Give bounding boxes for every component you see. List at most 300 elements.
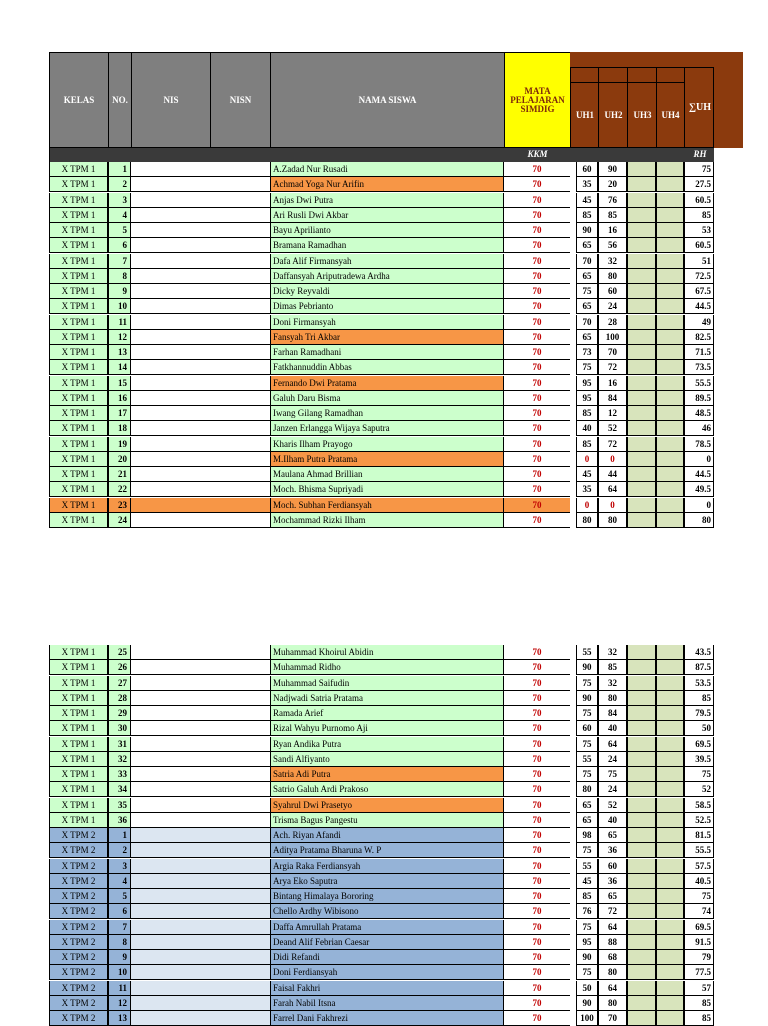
cell-uh3 xyxy=(627,965,656,980)
cell-nis xyxy=(131,193,209,208)
cell-kelas: X TPM 1 xyxy=(49,238,108,253)
cell-nisn xyxy=(209,452,270,467)
cell-nama: Galuh Daru Bisma xyxy=(270,391,504,406)
cell-uh3 xyxy=(627,391,656,406)
cell-rh: 55.5 xyxy=(684,376,714,391)
cell-no: 23 xyxy=(108,498,131,513)
cell-uh4 xyxy=(656,691,684,706)
cell-uh3 xyxy=(627,177,656,192)
cell-kkm: 70 xyxy=(504,467,570,482)
cell-uh1: 45 xyxy=(576,467,598,482)
cell-uh2: 20 xyxy=(598,177,627,192)
cell-no: 5 xyxy=(108,889,131,904)
cell-uh2: 85 xyxy=(598,208,627,223)
header-divider-4 xyxy=(684,67,685,148)
cell-no: 9 xyxy=(108,950,131,965)
cell-no: 19 xyxy=(108,437,131,452)
cell-nama: Mochammad Rizki Ilham xyxy=(270,513,504,528)
cell-uh2: 36 xyxy=(598,874,627,889)
cell-no: 25 xyxy=(108,645,131,660)
cell-uh1: 90 xyxy=(576,691,598,706)
cell-uh1: 85 xyxy=(576,437,598,452)
cell-rh: 78.5 xyxy=(684,437,714,452)
cell-rh: 85 xyxy=(684,208,714,223)
cell-kkm: 70 xyxy=(504,421,570,436)
cell-nisn xyxy=(209,482,270,497)
cell-uh3 xyxy=(627,920,656,935)
cell-nama: Fernando Dwi Pratama xyxy=(270,376,504,391)
cell-uh2: 16 xyxy=(598,376,627,391)
cell-uh4 xyxy=(656,193,684,208)
cell-kelas: X TPM 1 xyxy=(49,752,108,767)
header-mata-line3: SIMDIG xyxy=(520,103,555,114)
cell-kkm: 70 xyxy=(504,452,570,467)
cell-kkm: 70 xyxy=(504,498,570,513)
cell-nis xyxy=(131,299,209,314)
cell-rh: 51 xyxy=(684,254,714,269)
cell-kelas: X TPM 1 xyxy=(49,376,108,391)
cell-kelas: X TPM 1 xyxy=(49,421,108,436)
cell-kkm: 70 xyxy=(504,859,570,874)
header-uh1: UH1 xyxy=(576,110,594,120)
cell-uh3 xyxy=(627,284,656,299)
table-row xyxy=(49,859,714,874)
cell-rh: 49 xyxy=(684,315,714,330)
cell-kelas: X TPM 1 xyxy=(49,315,108,330)
cell-kelas: X TPM 1 xyxy=(49,467,108,482)
cell-nama: Nadjwadi Satria Pratama xyxy=(270,691,504,706)
table-row xyxy=(49,360,714,375)
cell-uh1: 73 xyxy=(576,345,598,360)
cell-nisn xyxy=(209,437,270,452)
cell-uh4 xyxy=(656,498,684,513)
cell-rh: 50 xyxy=(684,721,714,736)
table-row xyxy=(49,269,714,284)
cell-uh1: 95 xyxy=(576,391,598,406)
cell-rh: 52.5 xyxy=(684,813,714,828)
cell-no: 33 xyxy=(108,767,131,782)
cell-rh: 53.5 xyxy=(684,676,714,691)
cell-nis xyxy=(131,874,209,889)
cell-uh2: 72 xyxy=(598,360,627,375)
cell-kkm: 70 xyxy=(504,391,570,406)
cell-rh: 52 xyxy=(684,782,714,797)
cell-kelas: X TPM 1 xyxy=(49,299,108,314)
cell-uh1: 65 xyxy=(576,330,598,345)
cell-uh2: 60 xyxy=(598,284,627,299)
cell-uh2: 40 xyxy=(598,721,627,736)
cell-uh1: 0 xyxy=(576,498,598,513)
cell-kkm: 70 xyxy=(504,965,570,980)
cell-kelas: X TPM 1 xyxy=(49,223,108,238)
cell-nis xyxy=(131,177,209,192)
cell-no: 11 xyxy=(108,315,131,330)
cell-kkm: 70 xyxy=(504,299,570,314)
cell-uh2: 70 xyxy=(598,1011,627,1026)
cell-uh2: 80 xyxy=(598,269,627,284)
cell-uh1: 90 xyxy=(576,660,598,675)
cell-kkm: 70 xyxy=(504,828,570,843)
cell-no: 32 xyxy=(108,752,131,767)
cell-uh2: 36 xyxy=(598,843,627,858)
cell-uh1: 76 xyxy=(576,904,598,919)
cell-no: 20 xyxy=(108,452,131,467)
cell-nama: Janzen Erlangga Wijaya Saputra xyxy=(270,421,504,436)
cell-uh4 xyxy=(656,950,684,965)
cell-uh3 xyxy=(627,513,656,528)
cell-uh4 xyxy=(656,752,684,767)
cell-nis xyxy=(131,950,209,965)
cell-uh1: 35 xyxy=(576,482,598,497)
cell-no: 21 xyxy=(108,467,131,482)
cell-kelas: X TPM 1 xyxy=(49,162,108,177)
cell-kkm: 70 xyxy=(504,284,570,299)
header-kelas-label: KELAS xyxy=(63,95,95,105)
cell-uh4 xyxy=(656,437,684,452)
cell-uh3 xyxy=(627,889,656,904)
cell-nis xyxy=(131,360,209,375)
cell-kelas: X TPM 1 xyxy=(49,676,108,691)
cell-no: 11 xyxy=(108,981,131,996)
cell-kelas: X TPM 1 xyxy=(49,437,108,452)
cell-nama: Farah Nabil Itsna xyxy=(270,996,504,1011)
cell-uh3 xyxy=(627,676,656,691)
cell-kelas: X TPM 1 xyxy=(49,193,108,208)
cell-nama: Bintang Himalaya Bororing xyxy=(270,889,504,904)
table-row xyxy=(49,737,714,752)
cell-uh3 xyxy=(627,843,656,858)
cell-nama: Rizal Wahyu Purnomo Aji xyxy=(270,721,504,736)
cell-nisn xyxy=(209,706,270,721)
cell-kelas: X TPM 1 xyxy=(49,706,108,721)
cell-uh4 xyxy=(656,737,684,752)
cell-uh1: 65 xyxy=(576,238,598,253)
cell-nama: Aditya Pratama Bharuna W. P xyxy=(270,843,504,858)
table-row xyxy=(49,177,714,192)
cell-uh3 xyxy=(627,437,656,452)
cell-nisn xyxy=(209,950,270,965)
cell-kelas: X TPM 1 xyxy=(49,254,108,269)
cell-no: 6 xyxy=(108,238,131,253)
cell-uh4 xyxy=(656,645,684,660)
cell-rh: 82.5 xyxy=(684,330,714,345)
cell-nisn xyxy=(209,238,270,253)
cell-uh2: 32 xyxy=(598,676,627,691)
table-row xyxy=(49,208,714,223)
cell-nisn xyxy=(209,193,270,208)
cell-uh3 xyxy=(627,828,656,843)
cell-nis xyxy=(131,935,209,950)
cell-nisn xyxy=(209,299,270,314)
cell-rh: 46 xyxy=(684,421,714,436)
cell-uh2: 64 xyxy=(598,981,627,996)
cell-nisn xyxy=(209,177,270,192)
cell-uh2: 32 xyxy=(598,254,627,269)
cell-kkm: 70 xyxy=(504,889,570,904)
cell-kkm: 70 xyxy=(504,223,570,238)
cell-kelas: X TPM 2 xyxy=(49,889,108,904)
table-row xyxy=(49,345,714,360)
cell-nisn xyxy=(209,843,270,858)
table-row xyxy=(49,284,714,299)
cell-nis xyxy=(131,843,209,858)
cell-nama: Doni Ferdiansyah xyxy=(270,965,504,980)
cell-uh2: 76 xyxy=(598,193,627,208)
table-row xyxy=(49,162,714,177)
header-nama-label: NAMA SISWA xyxy=(358,95,417,105)
cell-uh3 xyxy=(627,950,656,965)
table-row xyxy=(49,965,714,980)
table-row xyxy=(49,238,714,253)
table-row xyxy=(49,920,714,935)
table-row xyxy=(49,843,714,858)
header-no xyxy=(108,52,132,148)
cell-kkm: 70 xyxy=(504,843,570,858)
cell-no: 10 xyxy=(108,299,131,314)
header-divider-1 xyxy=(598,67,599,148)
cell-kkm: 70 xyxy=(504,676,570,691)
cell-uh4 xyxy=(656,843,684,858)
header-divider-3 xyxy=(656,67,657,148)
cell-uh1: 45 xyxy=(576,193,598,208)
cell-uh1: 75 xyxy=(576,284,598,299)
cell-kkm: 70 xyxy=(504,752,570,767)
cell-kelas: X TPM 1 xyxy=(49,177,108,192)
cell-uh1: 80 xyxy=(576,513,598,528)
cell-nis xyxy=(131,660,209,675)
cell-uh4 xyxy=(656,330,684,345)
cell-kelas: X TPM 1 xyxy=(49,482,108,497)
cell-nisn xyxy=(209,798,270,813)
cell-uh2: 60 xyxy=(598,859,627,874)
cell-rh: 85 xyxy=(684,691,714,706)
cell-nisn xyxy=(209,315,270,330)
cell-kkm: 70 xyxy=(504,330,570,345)
cell-kelas: X TPM 1 xyxy=(49,498,108,513)
cell-uh4 xyxy=(656,767,684,782)
cell-uh4 xyxy=(656,315,684,330)
cell-no: 3 xyxy=(108,193,131,208)
cell-uh1: 85 xyxy=(576,889,598,904)
cell-kelas: X TPM 1 xyxy=(49,406,108,421)
cell-kkm: 70 xyxy=(504,208,570,223)
cell-nisn xyxy=(209,254,270,269)
table-row xyxy=(49,721,714,736)
cell-nis xyxy=(131,223,209,238)
cell-nama: Trisma Bagus Pangestu xyxy=(270,813,504,828)
cell-no: 2 xyxy=(108,177,131,192)
cell-uh2: 75 xyxy=(598,767,627,782)
cell-nisn xyxy=(209,965,270,980)
cell-uh4 xyxy=(656,177,684,192)
cell-kkm: 70 xyxy=(504,645,570,660)
header-uh4: UH4 xyxy=(661,110,680,120)
table-row xyxy=(49,904,714,919)
cell-nama: Muhammad Ridho xyxy=(270,660,504,675)
table-row xyxy=(49,315,714,330)
cell-kkm: 70 xyxy=(504,269,570,284)
cell-nama: Moch. Bhisma Supriyadi xyxy=(270,482,504,497)
cell-kkm: 70 xyxy=(504,437,570,452)
cell-no: 31 xyxy=(108,737,131,752)
cell-uh1: 75 xyxy=(576,676,598,691)
cell-nis xyxy=(131,782,209,797)
table-row xyxy=(49,467,714,482)
cell-kelas: X TPM 2 xyxy=(49,965,108,980)
cell-uh2: 72 xyxy=(598,437,627,452)
cell-rh: 60.5 xyxy=(684,193,714,208)
cell-uh4 xyxy=(656,345,684,360)
cell-nisn xyxy=(209,752,270,767)
cell-nis xyxy=(131,498,209,513)
table-row xyxy=(49,330,714,345)
cell-uh3 xyxy=(627,421,656,436)
cell-uh3 xyxy=(627,482,656,497)
cell-no: 30 xyxy=(108,721,131,736)
cell-nis xyxy=(131,996,209,1011)
cell-rh: 0 xyxy=(684,498,714,513)
cell-rh: 67.5 xyxy=(684,284,714,299)
table-row xyxy=(49,767,714,782)
cell-nis xyxy=(131,269,209,284)
cell-uh4 xyxy=(656,782,684,797)
cell-nis xyxy=(131,721,209,736)
cell-uh4 xyxy=(656,706,684,721)
cell-uh2: 52 xyxy=(598,421,627,436)
cell-no: 28 xyxy=(108,691,131,706)
cell-rh: 48.5 xyxy=(684,406,714,421)
cell-kelas: X TPM 2 xyxy=(49,859,108,874)
cell-uh4 xyxy=(656,981,684,996)
table-row xyxy=(49,950,714,965)
cell-kkm: 70 xyxy=(504,193,570,208)
cell-uh2: 84 xyxy=(598,391,627,406)
cell-no: 13 xyxy=(108,345,131,360)
cell-uh1: 70 xyxy=(576,315,598,330)
table-row xyxy=(49,981,714,996)
cell-nisn xyxy=(209,996,270,1011)
cell-kkm: 70 xyxy=(504,177,570,192)
cell-nis xyxy=(131,406,209,421)
header-uh2: UH2 xyxy=(604,110,623,120)
cell-uh3 xyxy=(627,813,656,828)
cell-nisn xyxy=(209,421,270,436)
cell-no: 3 xyxy=(108,859,131,874)
cell-rh: 53 xyxy=(684,223,714,238)
table-row xyxy=(49,645,714,660)
cell-nama: Arya Eko Saputra xyxy=(270,874,504,889)
cell-kelas: X TPM 2 xyxy=(49,904,108,919)
cell-uh2: 85 xyxy=(598,660,627,675)
cell-rh: 79.5 xyxy=(684,706,714,721)
cell-uh3 xyxy=(627,767,656,782)
table-row xyxy=(49,798,714,813)
cell-uh4 xyxy=(656,859,684,874)
cell-no: 1 xyxy=(108,828,131,843)
cell-nis xyxy=(131,315,209,330)
cell-kelas: X TPM 2 xyxy=(49,950,108,965)
cell-uh4 xyxy=(656,452,684,467)
header-nisn-label: NISN xyxy=(229,95,252,105)
cell-kelas: X TPM 2 xyxy=(49,935,108,950)
cell-no: 9 xyxy=(108,284,131,299)
cell-nis xyxy=(131,482,209,497)
cell-nis xyxy=(131,162,209,177)
table-row xyxy=(49,889,714,904)
cell-uh2: 24 xyxy=(598,782,627,797)
cell-uh2: 65 xyxy=(598,889,627,904)
cell-uh2: 80 xyxy=(598,691,627,706)
cell-nama: Bayu Aprilianto xyxy=(270,223,504,238)
table-row xyxy=(49,193,714,208)
cell-uh1: 80 xyxy=(576,782,598,797)
cell-nis xyxy=(131,284,209,299)
cell-uh3 xyxy=(627,904,656,919)
cell-nisn xyxy=(209,498,270,513)
cell-no: 18 xyxy=(108,421,131,436)
cell-uh3 xyxy=(627,315,656,330)
table-row xyxy=(49,391,714,406)
cell-uh4 xyxy=(656,813,684,828)
cell-uh3 xyxy=(627,706,656,721)
cell-nisn xyxy=(209,935,270,950)
cell-uh3 xyxy=(627,981,656,996)
cell-uh1: 55 xyxy=(576,645,598,660)
cell-kkm: 70 xyxy=(504,950,570,965)
cell-nisn xyxy=(209,721,270,736)
cell-uh4 xyxy=(656,889,684,904)
cell-uh4 xyxy=(656,721,684,736)
cell-nis xyxy=(131,513,209,528)
kkm-strip-grid xyxy=(49,148,571,162)
cell-nama: Faisal Fakhri xyxy=(270,981,504,996)
cell-nis xyxy=(131,920,209,935)
cell-no: 8 xyxy=(108,269,131,284)
cell-nama: Iwang Gilang Ramadhan xyxy=(270,406,504,421)
cell-uh2: 80 xyxy=(598,513,627,528)
cell-uh4 xyxy=(656,284,684,299)
table-row xyxy=(49,935,714,950)
cell-nama: Satrio Galuh Ardi Prakoso xyxy=(270,782,504,797)
cell-uh3 xyxy=(627,208,656,223)
table-row xyxy=(49,223,714,238)
cell-rh: 0 xyxy=(684,452,714,467)
cell-uh3 xyxy=(627,874,656,889)
cell-uh4 xyxy=(656,406,684,421)
cell-nama: Muhammad Khoirul Abidin xyxy=(270,645,504,660)
cell-uh4 xyxy=(656,798,684,813)
cell-kelas: X TPM 1 xyxy=(49,330,108,345)
cell-uh1: 60 xyxy=(576,162,598,177)
cell-uh1: 75 xyxy=(576,920,598,935)
cell-uh4 xyxy=(656,376,684,391)
cell-uh2: 0 xyxy=(598,498,627,513)
cell-nis xyxy=(131,889,209,904)
cell-nama: Deand Alif Febrian Caesar xyxy=(270,935,504,950)
header-no-label: NO. xyxy=(112,95,128,105)
cell-uh2: 100 xyxy=(598,330,627,345)
cell-nama: Daffansyah Ariputradewa Ardha xyxy=(270,269,504,284)
table-row xyxy=(49,421,714,436)
header-sum-uh: ∑UH xyxy=(688,102,712,113)
header-nis xyxy=(131,52,211,148)
cell-uh3 xyxy=(627,859,656,874)
cell-uh1: 85 xyxy=(576,208,598,223)
cell-kelas: X TPM 2 xyxy=(49,920,108,935)
cell-uh4 xyxy=(656,874,684,889)
cell-uh1: 65 xyxy=(576,269,598,284)
table-row xyxy=(49,706,714,721)
